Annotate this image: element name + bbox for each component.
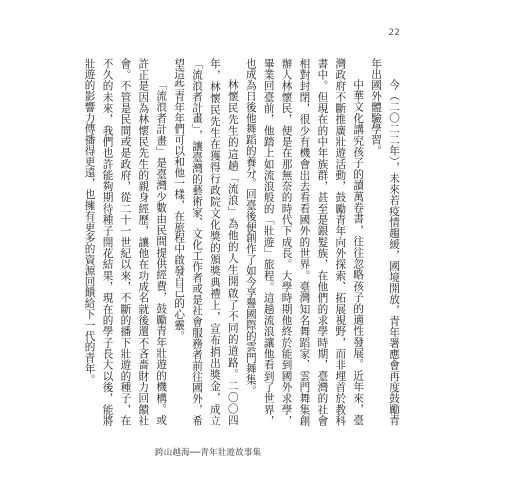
running-footer-title: 跨山越海──青年壯遊故事集 <box>155 448 262 458</box>
paragraph-1: 今（二〇二二年），未來若疫情趨緩，國境開放，青年署應會再度鼓勵青年出國外體驗學習。 <box>370 58 400 426</box>
paragraph-4: 「流浪者計畫」是臺灣少數由民間提供經費，鼓勵青年壯遊的機構。或許正是因為林懷民先生的親身經歷，讓他在功成名就後還不吝嗇財力回饋社會。不管是民間或是政府，從二十一世紀以來，不斷的播下壯遊的種子，在不久的未來，我們也許能夠期待種子開花結果，現在的學子長大以後，能將壯遊的影響力傳播得更遠，也擁有更多的資源回饋給下一代的青年。 <box>83 58 168 426</box>
body-text <box>80 58 402 426</box>
page-number: 22 <box>388 28 400 38</box>
paragraph-3: 林懷民先生的這趟「流浪」為他的人生開啟了不同的道路。二〇〇四年，林懷民先生在獲得行政院文化獎的頒獎典禮上，宣布捐出獎金，成立「流浪者計畫」，讓臺灣的藝術家、文化工作者或是社會服務者前往國外，希望這些青年年們可以和他一樣，在旅程中啟發自己的心靈。 <box>173 58 239 426</box>
paragraph-2: 中華文化講究孩子的讀萬卷書，往往忽略孩子的適性發展。近年來，臺灣政府不斷推廣壯遊活動，鼓勵青年向外探索、拓展視野，而非埋首於教科書中。但現在的中年族群，甚至是銀髮族，在他們的求學時期，臺灣的社會相對封閉，很少有機會出去看看國外的世界。臺灣知名舞蹈家、雲門舞集創辦人林懷民，便是在那無奈的時代下成長。大學時期他終於能到國外求學，畢業回臺前，他踏上如流浪般的「壯遊」旅程。這趟流浪讓他看到了世界，也成為日後他舞蹈的養分。回臺後便創作了如今享譽國際的雲門舞集。 <box>244 58 365 426</box>
